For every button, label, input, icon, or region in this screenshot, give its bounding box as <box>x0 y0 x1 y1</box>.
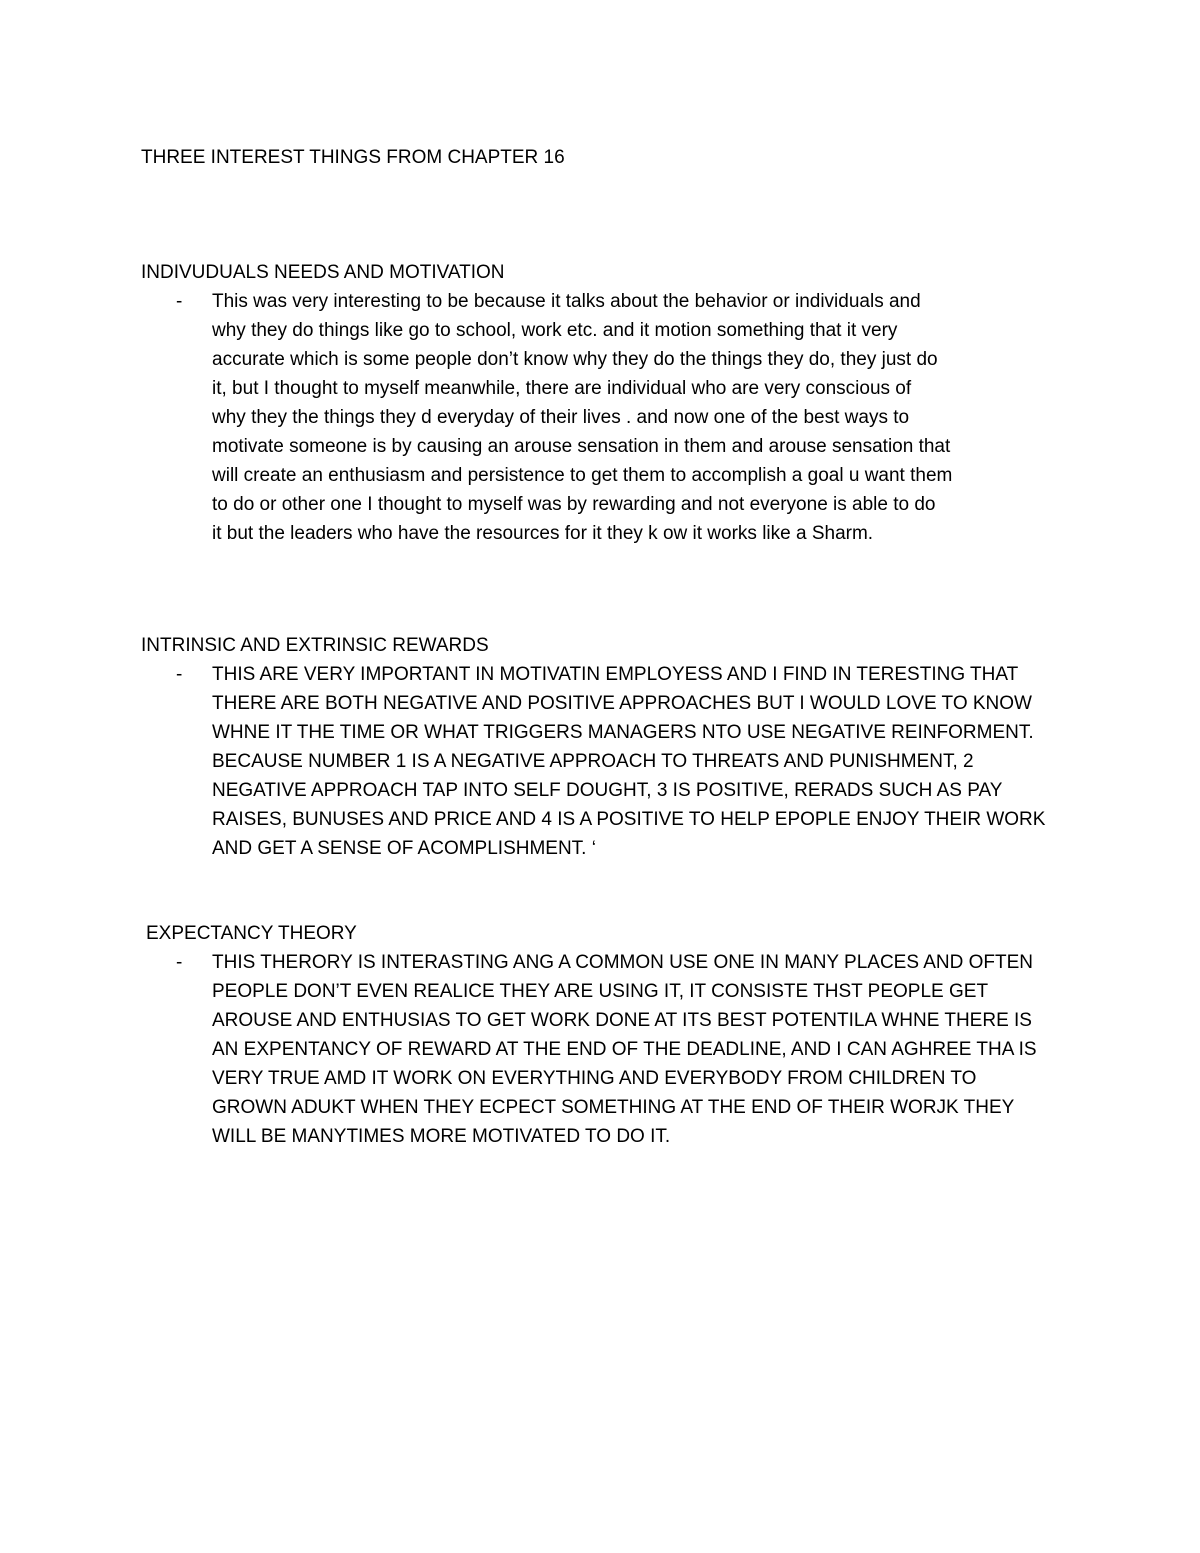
body-line: BECAUSE NUMBER 1 IS A NEGATIVE APPROACH TO THREATS AND PUNISHMENT, 2 <box>212 751 974 772</box>
body-line: NEGATIVE APPROACH TAP INTO SELF DOUGHT, 3 IS POSITIVE, RERADS SUCH AS PAY <box>212 780 1003 801</box>
body-line: why they do things like go to school, work etc. and it motion something that it very <box>212 320 898 341</box>
body-line: accurate which is some people don’t know why they do the things they do, they just do <box>212 349 938 370</box>
document-title: THREE INTEREST THINGS FROM CHAPTER 16 <box>141 147 565 168</box>
body-line: This was very interesting to be because it talks about the behavior or individuals and <box>212 291 921 312</box>
bullet-dash: - <box>176 952 183 973</box>
body-line: WILL BE MANYTIMES MORE MOTIVATED TO DO IT. <box>212 1126 671 1147</box>
section-heading-intrinsic-extrinsic: INTRINSIC AND EXTRINSIC REWARDS <box>141 635 489 656</box>
body-line: GROWN ADUKT WHEN THEY ECPECT SOMETHING AT THE END OF THEIR WORJK THEY <box>212 1097 1015 1118</box>
section-body-intrinsic-extrinsic <box>212 660 1045 863</box>
body-line: AN EXPENTANCY OF REWARD AT THE END OF THE DEADLINE, AND I CAN AGHREE THA IS <box>212 1039 1037 1060</box>
body-line: to do or other one I thought to myself was by rewarding and not everyone is able to do <box>212 494 936 515</box>
bullet-dash: - <box>176 291 183 312</box>
body-line: RAISES, BUNUSES AND PRICE AND 4 IS A POSITIVE TO HELP EPOPLE ENJOY THEIR WORK <box>212 809 1046 830</box>
bullet-dash: - <box>176 664 183 685</box>
body-line: AROUSE AND ENTHUSIAS TO GET WORK DONE AT ITS BEST POTENTILA WHNE THERE IS <box>212 1010 1032 1031</box>
body-line: it, but I thought to myself meanwhile, there are individual who are very conscious of <box>212 378 912 399</box>
body-line: THIS ARE VERY IMPORTANT IN MOTIVATIN EMPLOYESS AND I FIND IN TERESTING THAT <box>212 664 1019 685</box>
body-line: will create an enthusiasm and persistence to get them to accomplish a goal u want them <box>212 465 953 486</box>
section-body-expectancy-theory <box>212 948 1037 1151</box>
body-line: THIS THERORY IS INTERASTING ANG A COMMON USE ONE IN MANY PLACES AND OFTEN <box>212 952 1034 973</box>
body-line: PEOPLE DON’T EVEN REALICE THEY ARE USING IT, IT CONSISTE THST PEOPLE GET <box>212 981 989 1002</box>
body-line: it but the leaders who have the resources for it they k ow it works like a Sharm. <box>212 523 874 544</box>
body-line: VERY TRUE AMD IT WORK ON EVERYTHING AND EVERYBODY FROM CHILDREN TO <box>212 1068 977 1089</box>
body-line: why they the things they d everyday of their lives . and now one of the best ways to <box>212 407 910 428</box>
section-heading-individuals-needs: INDIVUDUALS NEEDS AND MOTIVATION <box>141 262 505 283</box>
body-line: motivate someone is by causing an arouse sensation in them and arouse sensation that <box>212 436 951 457</box>
body-line: AND GET A SENSE OF ACOMPLISHMENT. ‘ <box>212 838 596 859</box>
body-line: THERE ARE BOTH NEGATIVE AND POSITIVE APPROACHES BUT I WOULD LOVE TO KNOW <box>212 693 1032 714</box>
section-body-individuals-needs <box>212 287 952 548</box>
body-line: WHNE IT THE TIME OR WHAT TRIGGERS MANAGERS NTO USE NEGATIVE REINFORMENT. <box>212 722 1034 743</box>
section-heading-expectancy-theory: EXPECTANCY THEORY <box>146 923 357 944</box>
